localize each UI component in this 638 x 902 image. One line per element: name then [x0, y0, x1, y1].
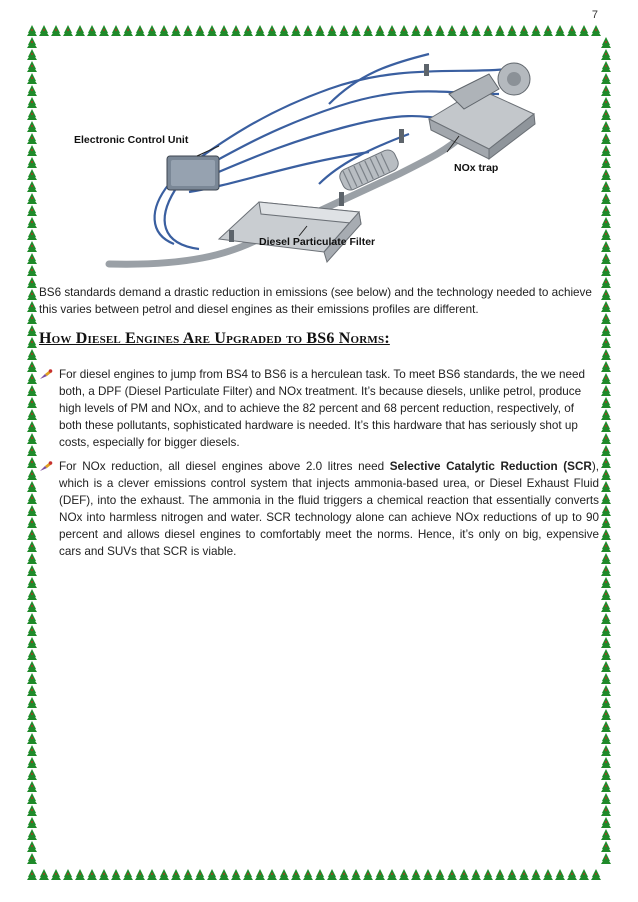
pushpin-bullet-icon — [39, 369, 53, 380]
list-item — [39, 458, 599, 560]
ecu-callout: Electronic Control Unit — [74, 134, 189, 146]
bullet-text: For diesel engines to jump from BS4 to BS6 is a herculean task. To meet BS6 standards, the we need both, a DPF (Diesel Particulate Filter) and NOx treatment. It’s because diesels, unlike petrol, produce high levels of PM and NOx, and to achieve the 82 percent and 68 percent reduction, respectively, of both these pollutants, sophisticated hardware is needed. It’s this hardware that has seriously shot up costs, especially for bigger diesels. — [59, 368, 586, 449]
nox-trap-callout: NOx trap — [454, 162, 499, 174]
ecu-box — [167, 156, 219, 190]
intro-paragraph: BS6 standards demand a drastic reduction in emissions (see below) and the technology needed to achieve this varies between petrol and diesel engines as their emissions profiles are different. — [39, 286, 592, 316]
list-item — [39, 366, 599, 451]
bullet-list — [39, 366, 599, 567]
dpf-callout: Diesel Particulate Filter — [259, 236, 376, 248]
pushpin-bullet-icon — [39, 461, 53, 472]
page-number: 7 — [591, 9, 598, 21]
scr-bold-term: Selective Catalytic Reduction (SCR — [389, 460, 592, 473]
dpf-canister — [219, 202, 361, 262]
section-heading: How Diesel Engines Are Upgraded to BS6 Norms: — [39, 330, 390, 347]
bullet-text-before: For NOx reduction, all diesel engines above 2.0 litres need — [59, 460, 390, 473]
page-content — [39, 34, 599, 558]
exhaust-system-figure — [69, 34, 539, 272]
bullet-text-after: ), which is a clever emissions control system that injects ammonia-based urea, or Diesel Exhaust Fluid (DEF), into the exhaust. The ammonia in the fluid triggers a chemical reaction that essentially converts NOx into harmless nitrogen and water. SCR technology alone can achieve NOx reductions of up to 90 percent and allows diesel engines to comfortably meet the norms. Hence, it’s only on big, expensive cars and SUVs that SCR is viable. — [59, 460, 599, 558]
